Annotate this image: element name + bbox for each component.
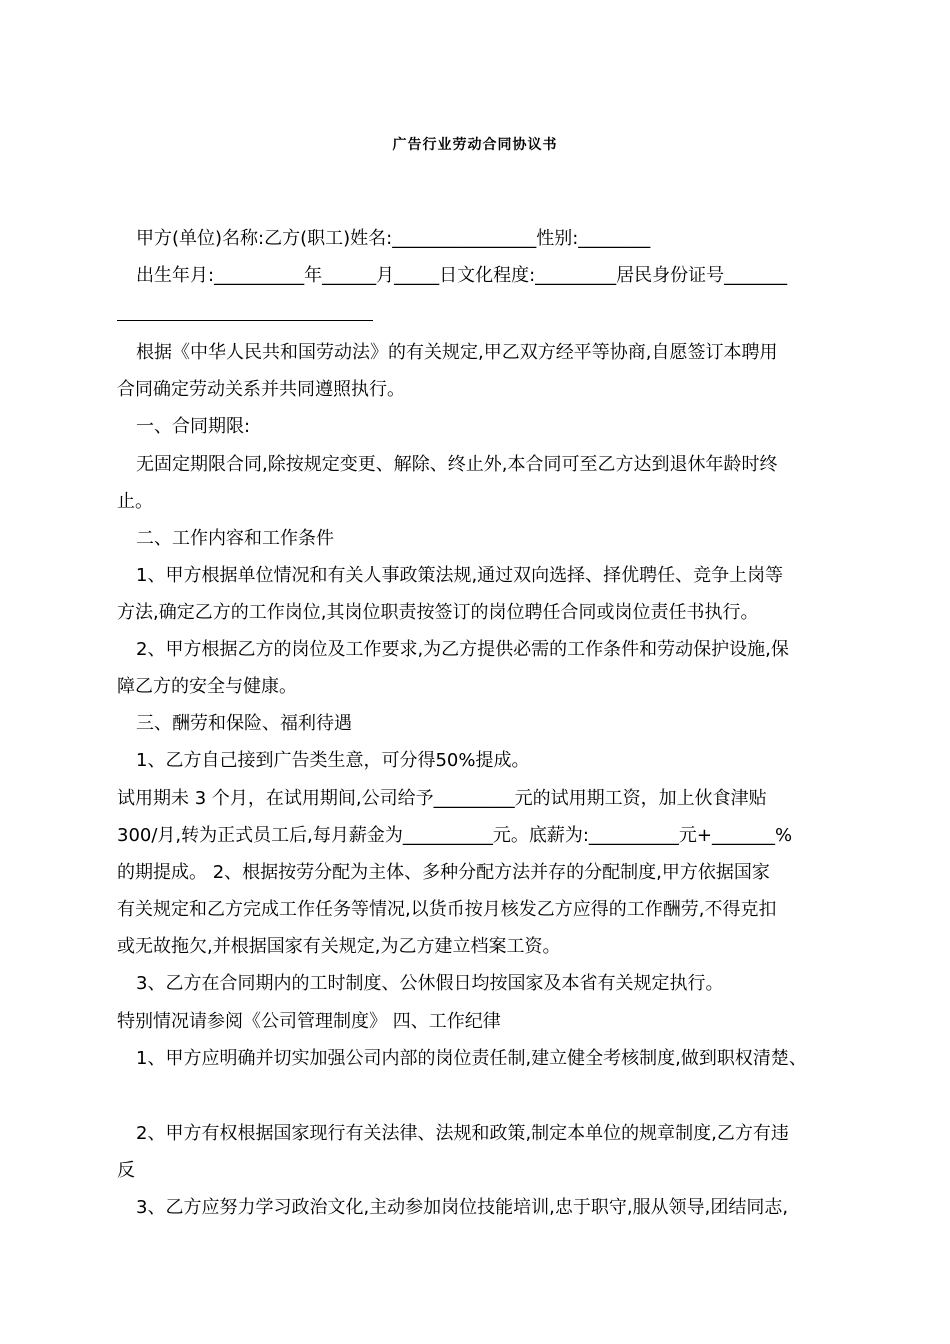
paragraph-line: 止。 — [117, 491, 153, 512]
paragraph-line: 反 — [117, 1160, 135, 1181]
section-heading-term: 一、合同期限: — [136, 416, 251, 437]
section-heading-work: 二、工作内容和工作条件 — [136, 528, 334, 549]
id-number-underline — [117, 320, 373, 321]
party-info-line: 甲方(单位)名称:乙方(职工)姓名:________________性别:________ — [136, 228, 651, 249]
paragraph-line: 根据《中华人民共和国劳动法》的有关规定,甲乙双方经平等协商,自愿签订本聘用 — [136, 342, 778, 363]
paragraph-line: 1、甲方根据单位情况和有关人事政策法规,通过双向选择、择优聘任、竞争上岗等 — [136, 565, 784, 586]
paragraph-line: 的期提成。 2、根据按劳分配为主体、多种分配方法并存的分配制度,甲方依据国家 — [117, 862, 770, 883]
paragraph-line: 1、乙方自己接到广告类生意，可分得50%提成。 — [136, 750, 530, 771]
section-heading-pay: 三、酬劳和保险、福利待遇 — [136, 713, 352, 734]
paragraph-line: 或无故拖欠,并根据国家有关规定,为乙方建立档案工资。 — [117, 936, 561, 957]
paragraph-line: 2、甲方根据乙方的岗位及工作要求,为乙方提供必需的工作条件和劳动保护设施,保 — [136, 639, 789, 660]
paragraph-line: 试用期未 3 个月，在试用期间,公司给予_________元的试用期工资，加上伙食津贴 — [117, 788, 767, 809]
paragraph-line: 300/月,转为正式员工后,每月薪金为__________元。底薪为:__________元+_______% — [117, 825, 793, 846]
paragraph-line: 2、甲方有权根据国家现行有关法律、法规和政策,制定本单位的规章制度,乙方有违 — [136, 1123, 789, 1144]
paragraph-line: 3、乙方应努力学习政治文化,主动参加岗位技能培训,忠于职守,服从领导,团结同志, — [136, 1197, 789, 1218]
paragraph-line: 障乙方的安全与健康。 — [117, 676, 297, 697]
paragraph-line: 3、乙方在合同期内的工时制度、公休假日均按国家及本省有关规定执行。 — [136, 973, 724, 994]
paragraph-line: 合同确定劳动关系并共同遵照执行。 — [117, 379, 405, 400]
paragraph-line: 无固定期限合同,除按规定变更、解除、终止外,本合同可至乙方达到退休年龄时终 — [136, 454, 778, 475]
paragraph-line: 1、甲方应明确并切实加强公司内部的岗位责任制,建立健全考核制度,做到职权清楚、 — [136, 1048, 807, 1069]
document-title: 广告行业劳动合同协议书 — [392, 137, 558, 153]
birth-info-line: 出生年月:__________年______月_____日文化程度:_________居民身份证号_______ — [136, 265, 788, 286]
paragraph-line: 特别情况请参阅《公司管理制度》 四、工作纪律 — [117, 1011, 501, 1032]
paragraph-line: 有关规定和乙方完成工作任务等情况,以货币按月核发乙方应得的工作酬劳,不得克扣 — [117, 899, 777, 920]
paragraph-line: 方法,确定乙方的工作岗位,其岗位职责按签订的岗位聘任合同或岗位责任书执行。 — [117, 602, 759, 623]
